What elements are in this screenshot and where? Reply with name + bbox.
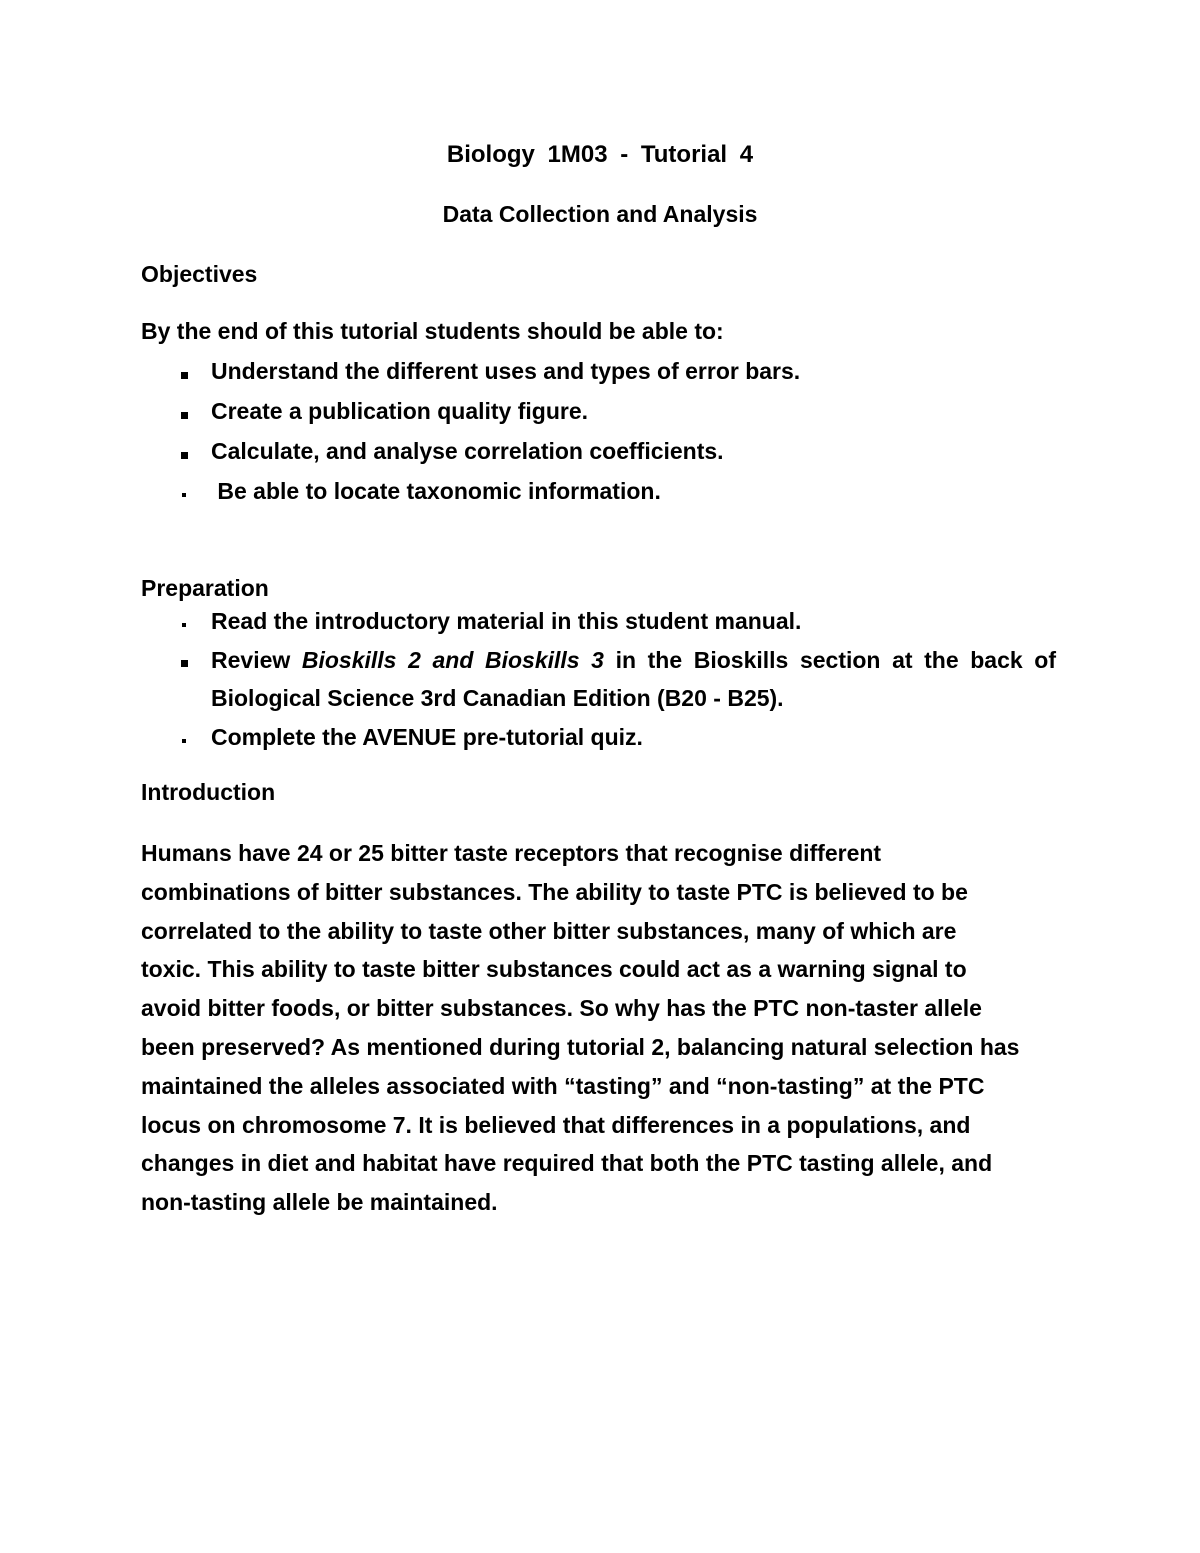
preparation-heading: Preparation [141,575,269,601]
square-bullet-icon [177,366,191,382]
objective-item: Calculate, and analyse correlation coefficients. [211,438,724,464]
small-bullet-icon [177,732,191,748]
paragraph-line: toxic. This ability to taste bitter substances could act as a warning signal to [141,956,967,983]
objectives-heading: Objectives [141,261,258,287]
paragraph-line: maintained the alleles associated with “tasting” and “non-tasting” at the PTC [141,1072,985,1099]
paragraph-line: correlated to the ability to taste other bitter substances, many of which are [141,917,957,944]
paragraph-line: changes in diet and habitat have required that both the PTC tasting allele, and [141,1150,993,1177]
paragraph-line: avoid bitter foods, or bitter substances. So why has the PTC non-taster allele [141,995,982,1022]
paragraph-line: locus on chromosome 7. It is believed that differences in a populations, and [141,1111,971,1138]
square-bullet-icon [177,406,191,422]
objective-item: Create a publication quality figure. [211,398,589,424]
page-title: Biology 1M03 - Tutorial 4 [446,141,754,168]
objective-item: Understand the different uses and types of error bars. [211,358,801,384]
square-bullet-icon [177,446,191,462]
objective-item: Be able to locate taxonomic information. [211,478,661,504]
page-subtitle: Data Collection and Analysis [442,201,758,227]
paragraph-line: been preserved? As mentioned during tutorial 2, balancing natural selection has [141,1033,1020,1060]
introduction-heading: Introduction [141,779,276,805]
preparation-item: Complete the AVENUE pre-tutorial quiz. [211,724,643,750]
bioskills-emphasis: Bioskills 2 and Bioskills 3 [301,647,604,673]
paragraph-line: non-tasting allele be maintained. [141,1189,498,1216]
preparation-item-suffix: in the Bioskills section at the back of Biological Science 3rd Canadian Edition (B20 - B25). [211,647,1056,711]
small-bullet-icon [177,486,191,502]
preparation-item: Read the introductory material in this student manual. [211,608,802,634]
paragraph-line: Humans have 24 or 25 bitter taste receptors that recognise different [141,840,882,866]
preparation-item-prefix: Review [211,647,302,673]
preparation-item [211,641,1056,717]
small-bullet-icon [177,616,191,632]
objectives-lead: By the end of this tutorial students should be able to: [141,318,724,344]
introduction-paragraph [141,834,1061,1222]
paragraph-line: combinations of bitter substances. The ability to taste PTC is believed to be [141,878,968,905]
square-bullet-icon [177,654,191,670]
